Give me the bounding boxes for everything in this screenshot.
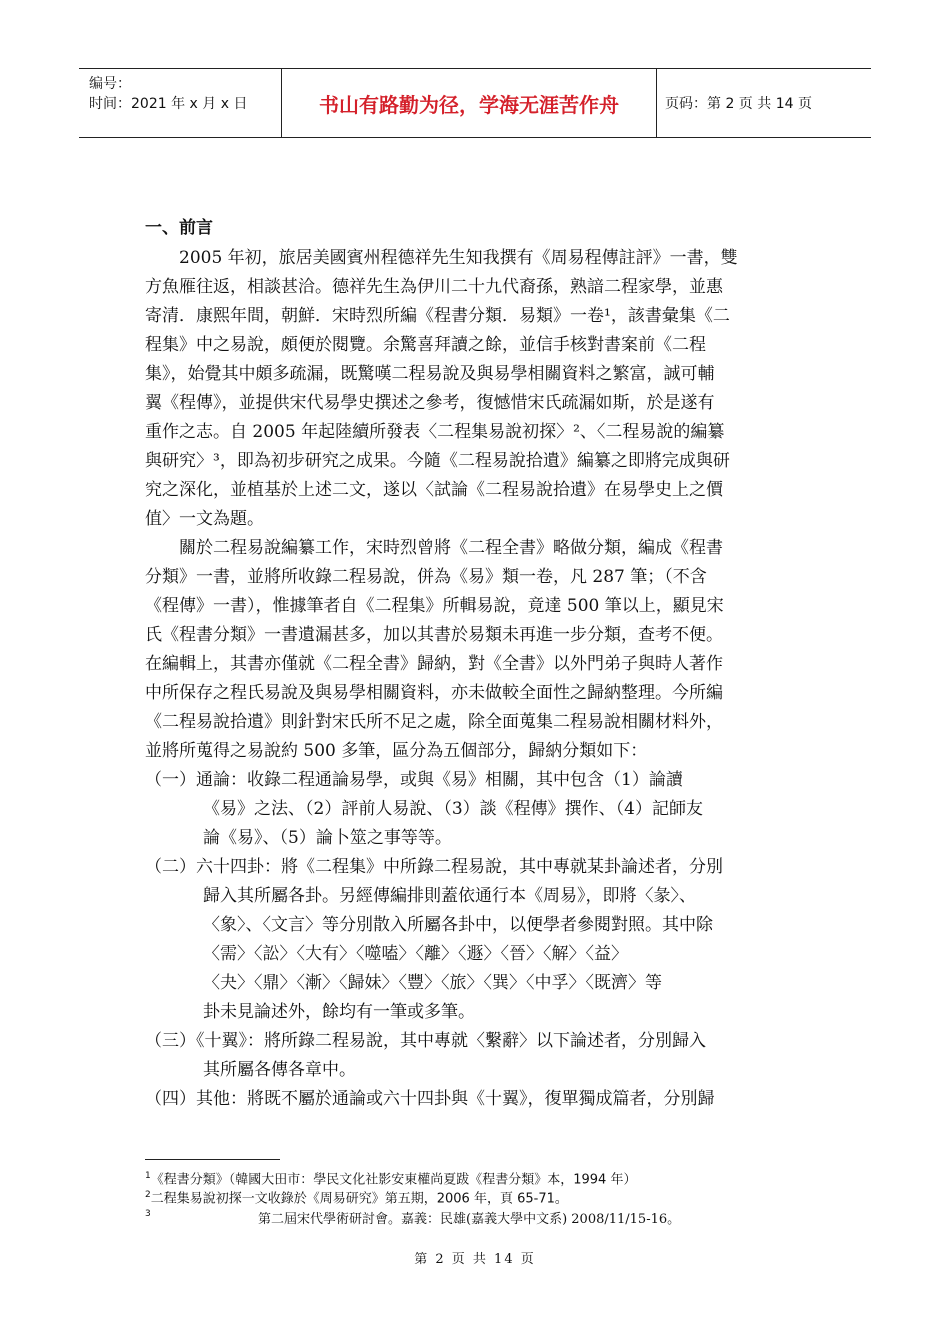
list-line: 《易》之法、（2）評前人易說、（3）談《程傳》撰作、（4）記師友 — [203, 799, 703, 819]
footnote: $^1$《程書分類》（韓國大田市：學民文化社影安東權尚夏跋《程書分類》本，1994 年） — [145, 1171, 637, 1188]
list-line: （四）其他：將既不屬於通論或六十四卦與《十翼》，復單獨成篇者，分別歸 — [145, 1089, 715, 1109]
body-line: 中所保存之程氏易說及與易學相關資料，亦未做較全面性之歸納整理。今所編 — [145, 683, 723, 703]
list-line: （三）《十翼》：將所錄二程易說，其中專就〈繫辭〉以下論述者，分別歸入 — [145, 1031, 706, 1051]
list-line: 〈夬〉〈鼎〉〈漸〉〈歸妹〉〈豐〉〈旅〉〈巽〉〈中孚〉〈既濟〉等 — [203, 973, 662, 993]
body-line: 《二程易說拾遺》則針對宋氏所不足之處，除全面蒐集二程易說相關材料外， — [145, 712, 723, 732]
body-line: 程集》中之易說，頗便於閱覽。余驚喜拜讀之餘，並信手核對書案前《二程 — [145, 335, 706, 355]
header-meta-cell — [79, 69, 281, 137]
body-line: 氏《程書分類》一書遺漏甚多，加以其書於易類未再進一步分類，查考不便。 — [145, 625, 723, 645]
body-line: 究之深化，並植基於上述二文，遂以〈試論《二程易說拾遺》在易學史上之價 — [145, 480, 723, 500]
list-line: （一）通論：收錄二程通論易學，或與《易》相關，其中包含（1）論讀 — [145, 770, 683, 790]
header-divider — [656, 69, 657, 137]
page-header — [79, 68, 871, 138]
body-line: 《程傳》一書），惟據筆者自《二程集》所輯易說，竟達 500 筆以上，顯見宋 — [145, 596, 724, 616]
list-line: 歸入其所屬各卦。另經傳編排則蓋依通行本《周易》，即將〈彖〉、 — [203, 886, 696, 906]
section-title: 一、前言 — [145, 218, 213, 238]
header-motto: 书山有路勤为径，学海无涯苦作舟 — [319, 92, 619, 117]
list-line: 〈象〉、〈文言〉等分別散入所屬各卦中，以便學者參閱對照。其中除 — [203, 915, 713, 935]
body-line: 集》，始覺其中頗多疏漏，既驚嘆二程易說及與易學相關資料之繁富，誠可輔 — [145, 364, 715, 384]
body-line: 並將所蒐得之易說約 500 多筆，區分為五個部分，歸納分類如下： — [145, 741, 648, 761]
time-label: 时间：2021 年 x 月 x 日 — [89, 96, 248, 112]
number-label: 编号： — [89, 76, 131, 92]
body-line: 與研究〉³，即為初步研究之成果。今隨《二程易說拾遺》編纂之即將完成與研 — [145, 451, 730, 471]
footnote-mark: 3 — [145, 1209, 151, 1219]
header-page-info: 页码：第 2 页 共 14 页 — [665, 96, 812, 112]
body-line: 在編輯上，其書亦僅就《二程全書》歸納，對《全書》以外門弟子與時人著作 — [145, 654, 723, 674]
body-line: 方魚雁往返，相談甚洽。德祥先生為伊川二十九代裔孫，熟諳二程家學，並惠 — [145, 277, 723, 297]
page-footer: 第 2 页 共 14 页 — [414, 1252, 536, 1267]
list-line: 〈需〉〈訟〉〈大有〉〈噬嗑〉〈離〉〈遯〉〈晉〉〈解〉〈益〉 — [203, 944, 628, 964]
footnote-mark: 2 — [145, 1190, 151, 1200]
body-line: 寄清．康熙年間，朝鮮．宋時烈所編《程書分類．易類》一卷¹，該書彙集《二 — [145, 306, 730, 326]
footnote-mark: 1 — [145, 1171, 151, 1181]
body-line: 值〉一文為題。 — [145, 509, 264, 529]
body-line: 翼《程傳》，並提供宋代易學史撰述之參考，復憾惜宋氏疏漏如斯，於是遂有 — [145, 393, 715, 413]
body-line: 2005 年初，旅居美國賓州程德祥先生知我撰有《周易程傳註評》一書，雙 — [145, 248, 738, 268]
body-line: 分類》一書，並將所收錄二程易說，併為《易》類一卷，凡 287 筆；（不含 — [145, 567, 707, 587]
body-line: 關於二程易說編纂工作，宋時烈曾將《二程全書》略做分類，編成《程書 — [145, 538, 723, 558]
list-line: （二）六十四卦：將《二程集》中所錄二程易說，其中專就某卦論述者，分別 — [145, 857, 723, 877]
list-line: 其所屬各傳各章中。 — [203, 1060, 356, 1080]
footnote: 第二屆宋代學術研討會。嘉義：民雄(嘉義大學中文系) 2008/11/15-16。 — [258, 1212, 681, 1227]
body-line: 重作之志。自 2005 年起陸續所發表〈二程集易說初探〉²、〈二程易說的編纂 — [145, 422, 725, 442]
footnote-rule — [145, 1159, 280, 1160]
footnote: $^2$二程集易說初探一文收錄於《周易研究》第五期，2006 年，頁 65-71。 — [145, 1190, 568, 1207]
list-line: 卦未見論述外，餘均有一筆或多筆。 — [203, 1002, 475, 1022]
list-line: 論《易》、（5）論卜筮之事等等。 — [203, 828, 452, 848]
